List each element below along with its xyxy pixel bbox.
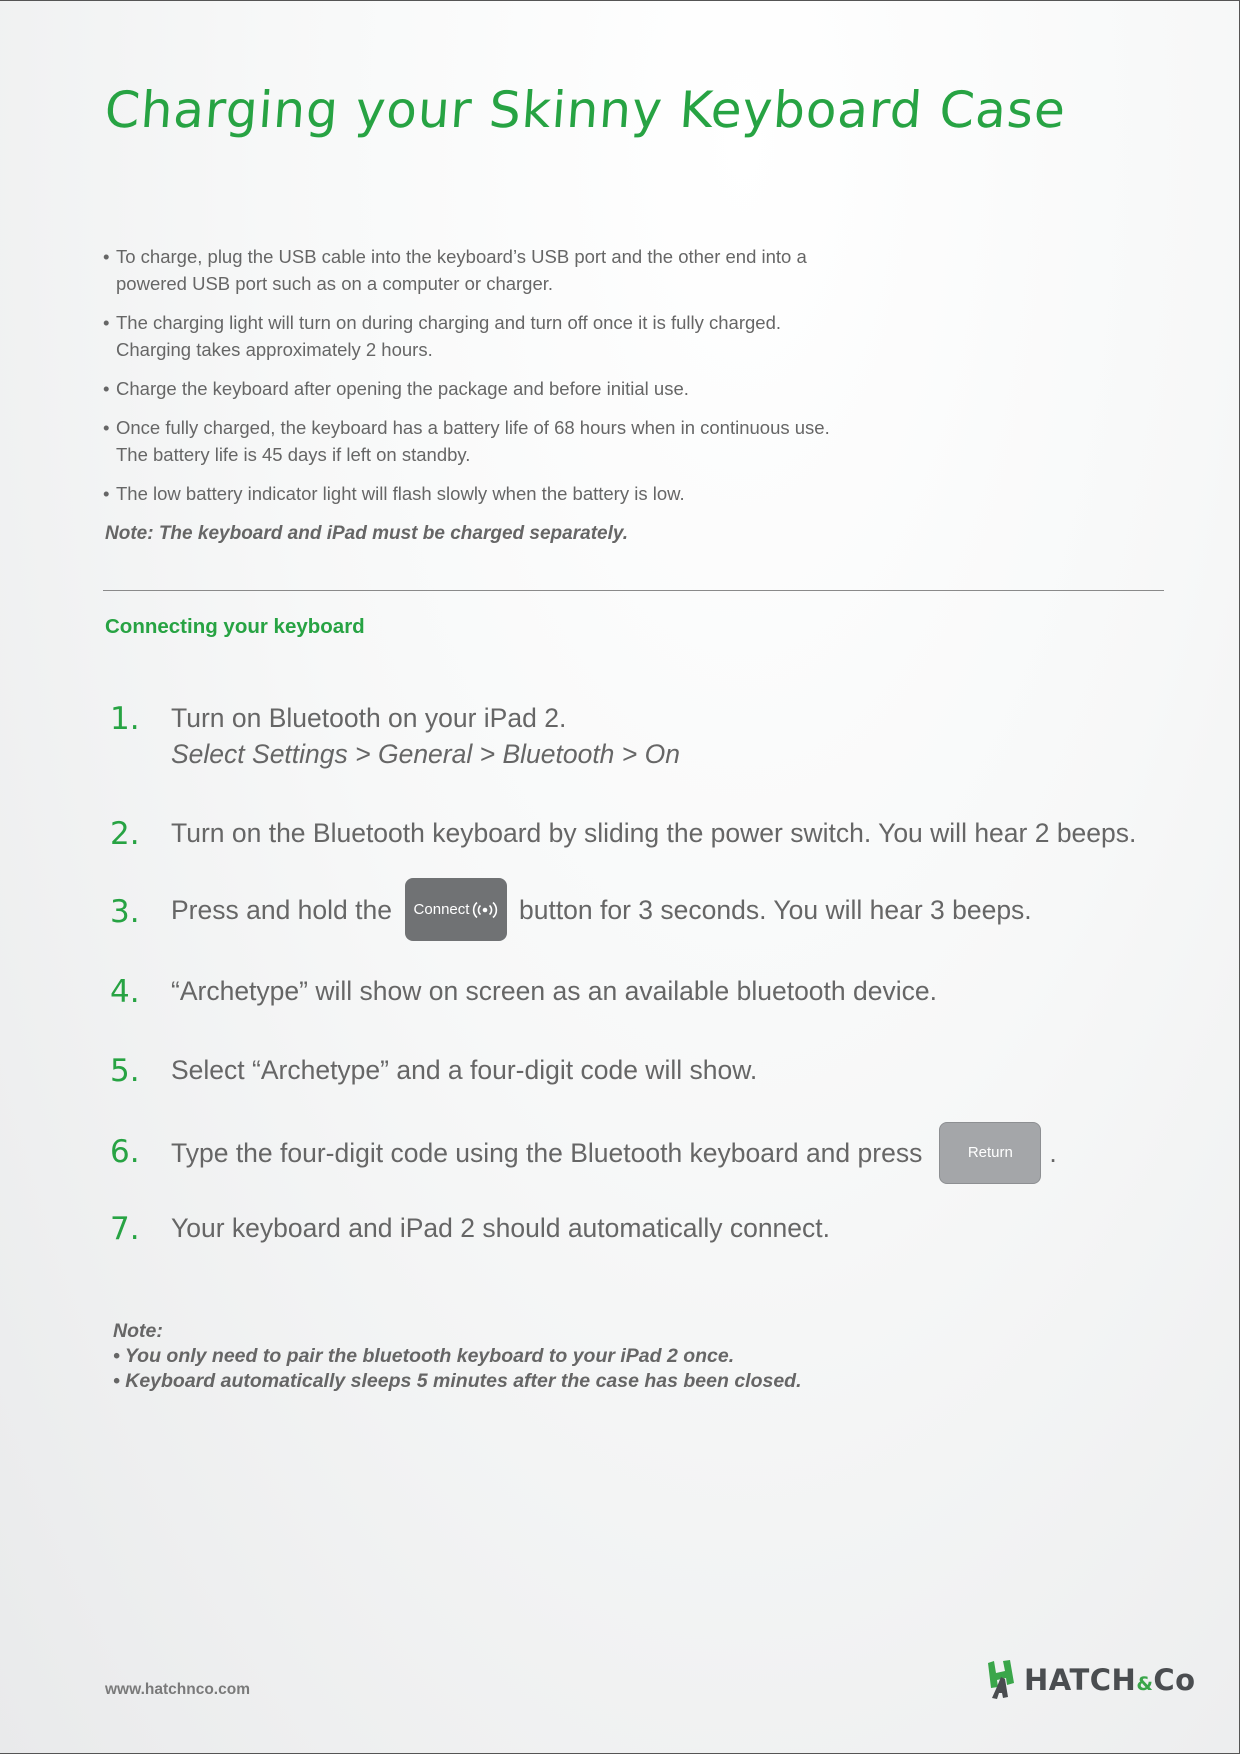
step-subtext: Select Settings > General > Bluetooth > On [171,739,680,769]
step-number: 5. [110,1053,140,1089]
bullet: • [103,246,110,267]
charging-item-line: The battery life is 45 days if left on standby. [116,444,471,465]
step-number: 6. [110,1134,140,1170]
connect-key-label: Connect [413,900,470,918]
step-number: 3. [110,894,140,930]
charging-item [103,309,893,363]
logo-text-co: Co [1153,1663,1196,1697]
step-text [171,1122,1057,1184]
final-note [113,1319,802,1394]
charging-item-line: Charging takes approximately 2 hours. [116,339,433,360]
step-text-after: . [1049,1138,1057,1168]
step-number: 7. [110,1211,140,1247]
logo-text-amp: & [1136,1673,1154,1695]
charging-item-line: The charging light will turn on during charging and turn off once it is fully charged. [116,312,782,333]
section-heading: Connecting your keyboard [105,615,365,638]
final-note-item: • You only need to pair the bluetooth keyboard to your iPad 2 once. [113,1345,735,1367]
footer-url: www.hatchnco.com [105,1681,250,1698]
final-note-label: Note: [113,1320,163,1342]
charging-instructions [103,243,893,519]
bullet: • [103,483,110,504]
bluetooth-signal-icon [472,900,498,920]
charging-note: Note: The keyboard and iPad must be charged separately. [105,523,629,544]
divider [103,590,1164,591]
step-text: “Archetype” will show on screen as an available bluetooth device. [171,976,937,1006]
hatchco-logo [985,1659,1196,1701]
hatchco-logo-icon [985,1659,1021,1701]
hatchco-logo-text [1024,1663,1196,1697]
step-1 [110,701,680,771]
step-6 [110,1122,1057,1184]
step-text: Your keyboard and iPad 2 should automatically connect. [171,1213,831,1243]
final-note-item: • Keyboard automatically sleeps 5 minutes after the case has been closed. [113,1370,802,1392]
step-text: Turn on the Bluetooth keyboard by sliding the power switch. You will hear 2 beeps. [171,818,1137,848]
step-number: 1. [110,701,140,737]
step-3 [110,878,1032,941]
charging-item [103,375,893,402]
step-2 [110,816,1136,852]
step-text: Select “Archetype” and a four-digit code will show. [171,1055,758,1085]
charging-item-line: Charge the keyboard after opening the package and before initial use. [116,378,689,399]
charging-item [103,480,893,507]
bullet: • [103,417,110,438]
step-text [171,878,1032,941]
bullet: • [103,378,110,399]
charging-item-line: To charge, plug the USB cable into the keyboard’s USB port and the other end into a [116,246,807,267]
step-text-before: Type the four-digit code using the Bluetooth keyboard and press [171,1138,923,1168]
step-text-after: button for 3 seconds. You will hear 3 beeps. [518,894,1032,925]
charging-item [103,243,893,297]
step-text-before: Press and hold the [171,894,392,925]
bullet: • [103,312,110,333]
page-title: Charging your Skinny Keyboard Case [102,81,1068,139]
logo-text-hatch: HATCH [1024,1663,1137,1697]
step-text: Turn on Bluetooth on your iPad 2. [171,703,567,733]
step-5 [110,1053,757,1089]
step-number: 2. [110,816,140,852]
final-note-list [113,1344,802,1394]
charging-item-line: The low battery indicator light will flash slowly when the battery is low. [116,483,685,504]
step-number: 4. [110,974,140,1010]
charging-item-line: powered USB port such as on a computer or charger. [116,273,554,294]
return-key: Return [939,1122,1041,1184]
step-7 [110,1211,830,1247]
charging-item [103,414,893,468]
connect-key [405,878,507,941]
step-4 [110,974,937,1010]
charging-item-line: Once fully charged, the keyboard has a battery life of 68 hours when in continuous use. [116,417,830,438]
